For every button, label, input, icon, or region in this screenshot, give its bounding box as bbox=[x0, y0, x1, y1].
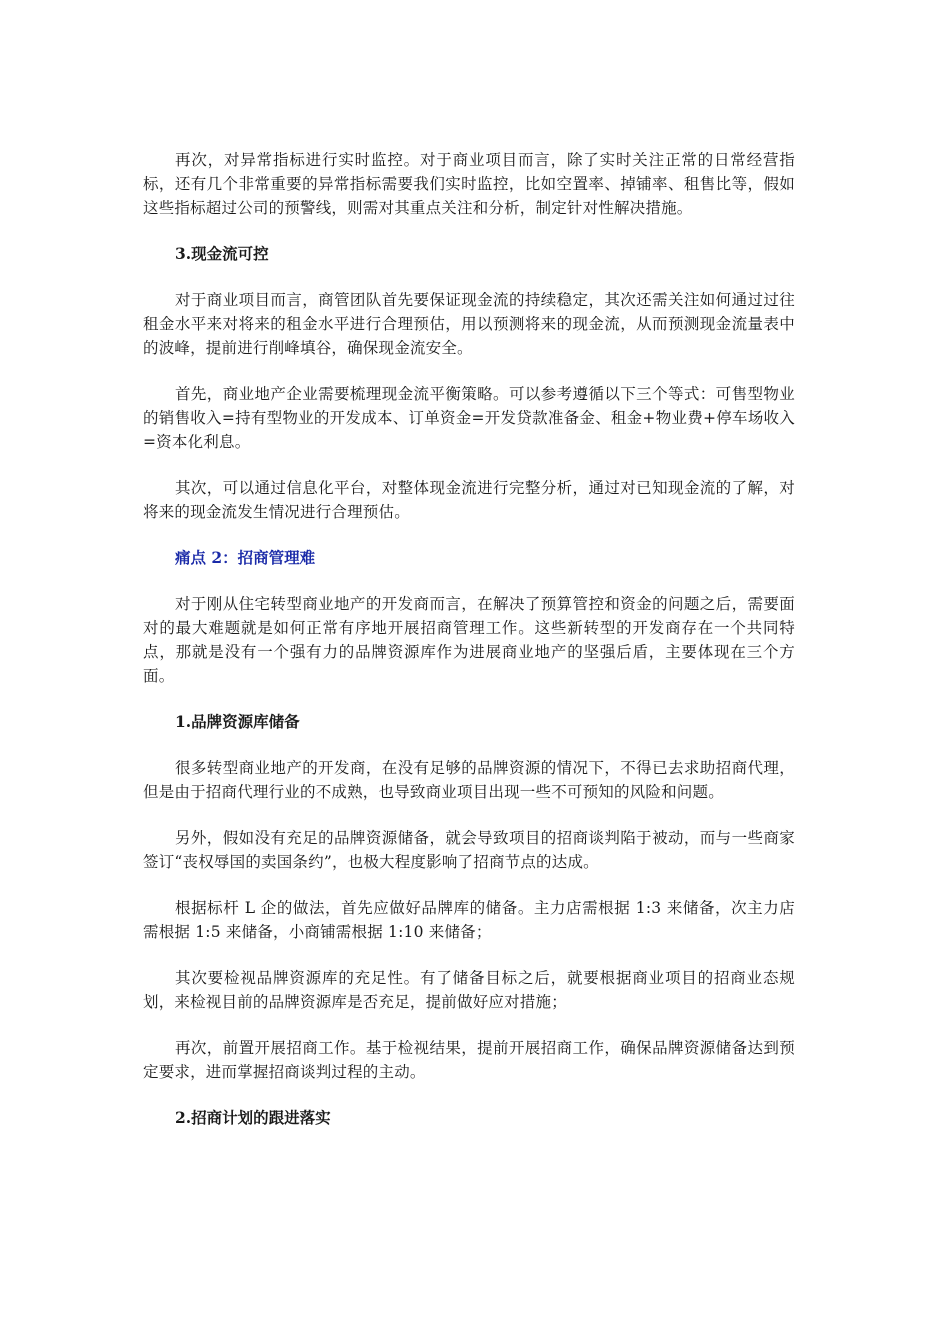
paragraph-brand-shortage: 另外，假如没有充足的品牌资源储备，就会导致项目的招商谈判陷于被动，而与一些商家签订“丧权辱国的卖国条约”，也极大程度影响了招商节点的达成。 bbox=[143, 829, 795, 871]
paragraph-library-check: 其次要检视品牌资源库的充足性。有了储备目标之后，就要根据商业项目的招商业态规划，来检视目前的品牌资源库是否充足，提前做好应对措施； bbox=[143, 969, 795, 1011]
paragraph-cashflow-platform: 其次，可以通过信息化平台，对整体现金流进行完整分析，通过对已知现金流的了解，对将来的现金流发生情况进行合理预估。 bbox=[143, 479, 795, 521]
paragraph-brand-agency: 很多转型商业地产的开发商，在没有足够的品牌资源的情况下，不得已去求助招商代理，但是由于招商代理行业的不成熟，也导致商业项目出现一些不可预知的风险和问题。 bbox=[143, 759, 795, 801]
paragraph-leasing-intro: 对于刚从住宅转型商业地产的开发商而言，在解决了预算管控和资金的问题之后，需要面对的最大难题就是如何正常有序地开展招商管理工作。这些新转型的开发商存在一个共同特点，那就是没有一个强有力的品牌资源库作为进展商业地产的坚强后盾，主要体现在三个方面。 bbox=[143, 595, 795, 685]
paragraph-front-load: 再次，前置开展招商工作。基于检视结果，提前开展招商工作，确保品牌资源储备达到预定要求，进而掌握招商谈判过程的主动。 bbox=[143, 1039, 795, 1081]
paragraph-abnormal-indicators: 再次，对异常指标进行实时监控。对于商业项目而言，除了实时关注正常的日常经营指标，还有几个非常重要的异常指标需要我们实时监控，比如空置率、掉铺率、租售比等，假如这些指标超过公司的预警线，则需对其重点关注和分析，制定针对性解决措施。 bbox=[143, 151, 795, 217]
section-heading-brand-library: 1.品牌资源库储备 bbox=[175, 712, 300, 731]
pain-point-heading: 痛点 2：招商管理难 bbox=[175, 548, 316, 567]
paragraph-benchmark-ratio: 根据标杆 L 企的做法，首先应做好品牌库的储备。主力店需根据 1:3 来储备，次主力店需根据 1:5 来储备，小商铺需根据 1:10 来储备； bbox=[143, 899, 795, 941]
section-heading-leasing-plan: 2.招商计划的跟进落实 bbox=[175, 1108, 331, 1127]
paragraph-cashflow-balance: 首先，商业地产企业需要梳理现金流平衡策略。可以参考遵循以下三个等式：可售型物业的销售收入=持有型物业的开发成本、订单资金=开发贷款准备金、租金+物业费+停车场收入=资本化利息。 bbox=[143, 385, 795, 451]
section-heading-cashflow: 3.现金流可控 bbox=[175, 244, 269, 263]
paragraph-cashflow-intro: 对于商业项目而言，商管团队首先要保证现金流的持续稳定，其次还需关注如何通过过往租金水平来对将来的租金水平进行合理预估，用以预测将来的现金流，从而预测现金流量表中的波峰，提前进行削峰填谷，确保现金流安全。 bbox=[143, 291, 795, 357]
document-page bbox=[143, 148, 795, 1152]
